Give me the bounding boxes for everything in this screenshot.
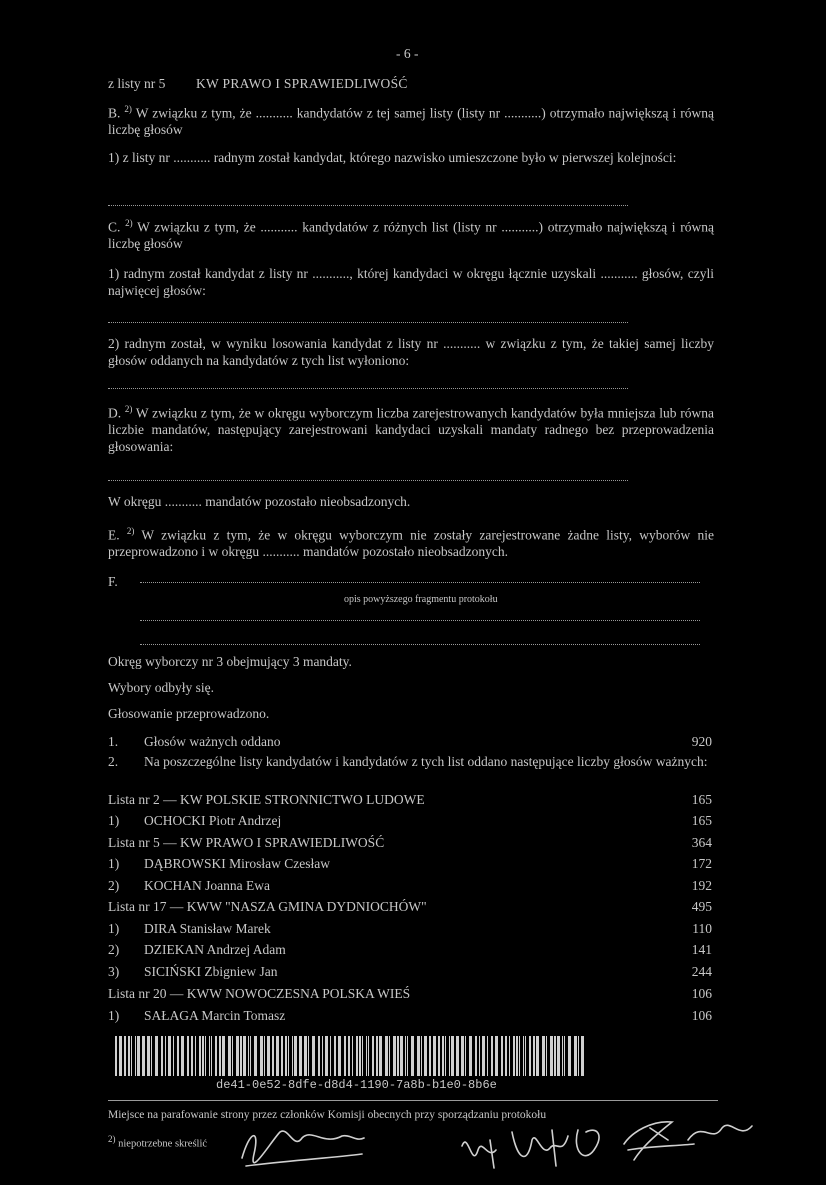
candidate-votes: 172	[691, 856, 712, 871]
barcode-bar	[564, 1036, 565, 1076]
barcode-bar	[491, 1036, 493, 1076]
barcode-bar	[228, 1036, 231, 1076]
section-c-text: C. $^{2)}$ W związku z tym, że ........... kandydatów z różnych list (listy nr ...........) otrzymało największą i równą liczbę głosów	[108, 218, 714, 252]
barcode-bar	[322, 1036, 323, 1076]
section-f-caption: opis powyższego fragmentu protokołu	[344, 594, 498, 605]
candidate-name: DZIEKAN Andrzej Adam	[144, 942, 286, 957]
barcode-bar	[465, 1036, 466, 1076]
barcode-bar	[417, 1036, 420, 1076]
barcode-bar	[222, 1036, 225, 1076]
barcode-bar	[366, 1036, 367, 1076]
candidate-votes: 110	[692, 921, 712, 936]
barcode-bar	[248, 1036, 249, 1076]
candidate-row	[108, 964, 712, 982]
footer-divider	[108, 1100, 718, 1101]
barcode-bar	[356, 1036, 358, 1076]
barcode-bar	[397, 1036, 399, 1076]
barcode-bar	[338, 1036, 341, 1076]
barcode-bar	[368, 1036, 369, 1076]
barcode-bar	[348, 1036, 350, 1076]
candidate-row	[108, 942, 712, 960]
candidate-row	[108, 856, 712, 874]
barcode-bar	[276, 1036, 279, 1076]
barcode-bar	[568, 1036, 571, 1076]
barcode-bar	[424, 1036, 427, 1076]
candidate-number: 1)	[108, 856, 120, 871]
barcode-bar	[536, 1036, 539, 1076]
barcode-bar	[438, 1036, 440, 1076]
candidate-number: 3)	[108, 964, 120, 979]
barcode-bar	[260, 1036, 263, 1076]
candidate-number: 2)	[108, 878, 120, 893]
barcode-bar	[359, 1036, 361, 1076]
section-c-line1: 1) radnym został kandydat z listy nr ..........., której kandydaci w okręgu łącznie uzyskali ........... głosów, czyli najwięcej głosów:	[108, 266, 714, 298]
barcode-bar	[177, 1036, 179, 1076]
barcode-bar	[405, 1036, 406, 1076]
stat-number: 2.	[108, 754, 119, 769]
dotted-line	[108, 322, 628, 323]
list-row	[108, 792, 712, 810]
barcode-bar	[142, 1036, 145, 1076]
barcode-bar	[449, 1036, 450, 1076]
list-votes: 495	[691, 899, 712, 914]
barcode-text: de41-0e52-8dfe-d8d4-1190-7a8b-b1e0-8b6e	[216, 1078, 497, 1092]
barcode-bar	[318, 1036, 320, 1076]
barcode-bar	[187, 1036, 189, 1076]
candidate-name: DIRA Stanisław Marek	[144, 921, 271, 936]
barcode-bar	[209, 1036, 210, 1076]
section-d-text: D. $^{2)}$ W związku z tym, że w okręgu wyborczym liczba zarejestrowanych kandydatów była mniejsza lub równa liczbie mandatów, następujący zarejestrowani kandydaci uzyskali mandaty radnego bez przeprowadzenia głosowania:	[108, 404, 714, 455]
barcode-bar	[400, 1036, 403, 1076]
barcode-bar	[264, 1036, 265, 1076]
footnote: 2) niepotrzebne skreślić	[108, 1134, 208, 1150]
barcode-bar	[352, 1036, 353, 1076]
candidate-name: SAŁAGA Marcin Tomasz	[144, 1008, 286, 1023]
barcode-bar	[168, 1036, 171, 1076]
list-row	[108, 899, 712, 917]
candidate-row	[108, 878, 712, 896]
candidate-row	[108, 813, 712, 831]
barcode-bar	[461, 1036, 464, 1076]
candidate-number: 1)	[108, 813, 120, 828]
summary-line: Wybory odbyły się.	[108, 680, 215, 695]
candidate-name: OCHOCKI Piotr Andrzej	[144, 813, 282, 828]
barcode-bar	[219, 1036, 221, 1076]
barcode-bar	[155, 1036, 158, 1076]
barcode-bar	[312, 1036, 315, 1076]
barcode-bar	[325, 1036, 328, 1076]
candidate-votes: 106	[691, 1008, 712, 1023]
barcode-bar	[272, 1036, 274, 1076]
barcode-bar	[505, 1036, 507, 1076]
barcode-bar	[442, 1036, 444, 1076]
stat-number: 1.	[108, 734, 119, 749]
stat-label: Głosów ważnych oddano	[144, 734, 281, 749]
barcode-bar	[165, 1036, 166, 1076]
barcode-bar	[243, 1036, 246, 1076]
barcode-bar	[232, 1036, 233, 1076]
list-votes: 364	[691, 835, 712, 850]
barcode-bar	[456, 1036, 459, 1076]
candidate-name: DĄBROWSKI Mirosław Czesław	[144, 856, 330, 871]
dotted-line	[140, 644, 700, 645]
barcode-bar	[487, 1036, 488, 1076]
barcode-bar	[519, 1036, 520, 1076]
barcode-bar	[124, 1036, 126, 1076]
list-votes: 165	[691, 792, 712, 807]
barcode-bar	[529, 1036, 531, 1076]
list-header-label: z listy nr 5	[108, 76, 166, 91]
barcode-bar	[281, 1036, 283, 1076]
candidate-votes: 244	[691, 964, 712, 979]
barcode-bar	[482, 1036, 485, 1076]
candidate-number: 1)	[108, 921, 120, 936]
barcode-bar	[542, 1036, 545, 1076]
barcode-bar	[509, 1036, 510, 1076]
barcode-bar	[205, 1036, 206, 1076]
barcode-bar	[495, 1036, 498, 1076]
barcode-bar	[236, 1036, 239, 1076]
barcode-bar	[285, 1036, 287, 1076]
barcode-bar	[516, 1036, 518, 1076]
barcode-bar	[429, 1036, 431, 1076]
page-number: - 6 -	[396, 46, 419, 61]
barcode-bar	[135, 1036, 136, 1076]
barcode-bar	[574, 1036, 577, 1076]
section-e-text: E. $^{2)}$ W związku z tym, że w okręgu wyborczym nie zostały zarejestrowane żadne listy, wyborów nie przeprowadzono i w okręgu ........... mandatów pozostało nieobsadzonych.	[108, 526, 714, 560]
candidate-row	[108, 1008, 712, 1026]
barcode-bar	[294, 1036, 297, 1076]
section-b-text: B. $^{2)}$ W związku z tym, że ........... kandydatów z tej samej listy (listy nr ...........) otrzymało największą i równą liczbę głosów	[108, 104, 714, 138]
list-label: Lista nr 17 — KWW "NASZA GMINA DYDNIOCHÓW"	[108, 899, 427, 914]
barcode-bar	[250, 1036, 251, 1076]
barcode-bar	[376, 1036, 378, 1076]
candidate-votes: 165	[691, 813, 712, 828]
barcode-bar	[119, 1036, 122, 1076]
barcode-bar	[137, 1036, 140, 1076]
barcode	[115, 1036, 593, 1076]
list-header-name: KW PRAWO I SPRAWIEDLIWOŚĆ	[196, 76, 408, 91]
barcode-bar	[557, 1036, 560, 1076]
barcode-bar	[451, 1036, 454, 1076]
barcode-bar	[550, 1036, 553, 1076]
barcode-bar	[344, 1036, 346, 1076]
barcode-bar	[581, 1036, 584, 1076]
barcode-bar	[334, 1036, 336, 1076]
candidate-name: SICIŃSKI Zbigniew Jan	[144, 964, 278, 979]
dotted-line	[140, 620, 700, 621]
dotted-line	[108, 480, 628, 481]
barcode-bar	[115, 1036, 117, 1076]
barcode-bar	[181, 1036, 184, 1076]
barcode-bar	[308, 1036, 309, 1076]
barcode-bar	[523, 1036, 524, 1076]
list-row	[108, 986, 712, 1004]
barcode-bar	[469, 1036, 472, 1076]
section-c-line2: 2) radnym został, w wyniku losowania kandydat z listy nr ........... w związku z tym, że takiej samej liczby głosów oddanych na kandydatów z tych list wyłoniono:	[108, 336, 714, 368]
barcode-bar	[304, 1036, 307, 1076]
dotted-line	[140, 582, 700, 583]
candidate-votes: 192	[691, 878, 712, 893]
barcode-bar	[202, 1036, 204, 1076]
barcode-bar	[267, 1036, 270, 1076]
barcode-bar	[362, 1036, 363, 1076]
barcode-bar	[240, 1036, 242, 1076]
barcode-bar	[389, 1036, 390, 1076]
candidate-number: 2)	[108, 942, 120, 957]
dotted-line	[108, 388, 628, 389]
barcode-bar	[562, 1036, 563, 1076]
list-row	[108, 835, 712, 853]
barcode-bar	[195, 1036, 196, 1076]
stat-row	[108, 734, 712, 752]
barcode-bar	[254, 1036, 257, 1076]
barcode-bar	[501, 1036, 503, 1076]
barcode-bar	[288, 1036, 289, 1076]
barcode-bar	[173, 1036, 174, 1076]
list-label: Lista nr 2 — KW POLSKIE STRONNICTWO LUDOWE	[108, 792, 425, 807]
barcode-bar	[479, 1036, 480, 1076]
barcode-bar	[445, 1036, 446, 1076]
summary-line: Głosowanie przeprowadzono.	[108, 706, 270, 721]
barcode-bar	[525, 1036, 526, 1076]
barcode-bar	[199, 1036, 201, 1076]
dotted-line	[108, 205, 628, 206]
barcode-bar	[421, 1036, 422, 1076]
barcode-bar	[330, 1036, 331, 1076]
summary-line: Okręg wyborczy nr 3 obejmujący 3 mandaty.	[108, 654, 352, 669]
barcode-bar	[191, 1036, 193, 1076]
candidate-name: KOCHAN Joanna Ewa	[144, 878, 270, 893]
barcode-bar	[215, 1036, 217, 1076]
barcode-bar	[433, 1036, 436, 1076]
barcode-bar	[292, 1036, 293, 1076]
list-label: Lista nr 5 — KW PRAWO I SPRAWIEDLIWOŚĆ	[108, 835, 385, 850]
barcode-bar	[554, 1036, 556, 1076]
barcode-bar	[385, 1036, 388, 1076]
barcode-bar	[379, 1036, 382, 1076]
section-f-letter: F.	[108, 574, 118, 589]
barcode-bar	[131, 1036, 132, 1076]
barcode-bar	[147, 1036, 150, 1076]
candidate-number: 1)	[108, 1008, 120, 1023]
barcode-bar	[533, 1036, 535, 1076]
list-votes: 106	[691, 986, 712, 1001]
section-b-line1: 1) z listy nr ........... radnym został kandydat, którego nazwisko umieszczone było w pierwszej kolejności:	[108, 150, 677, 165]
section-d-line: W okręgu ........... mandatów pozostało nieobsadzonych.	[108, 494, 411, 509]
barcode-bar	[546, 1036, 547, 1076]
barcode-bar	[475, 1036, 477, 1076]
stat-row	[108, 754, 712, 790]
barcode-bar	[372, 1036, 374, 1076]
stat-value: 920	[691, 734, 712, 749]
barcode-bar	[128, 1036, 130, 1076]
barcode-bar	[393, 1036, 396, 1076]
barcode-bar	[299, 1036, 302, 1076]
barcode-bar	[578, 1036, 579, 1076]
barcode-bar	[211, 1036, 212, 1076]
barcode-bar	[151, 1036, 152, 1076]
barcode-bar	[407, 1036, 408, 1076]
barcode-bar	[513, 1036, 515, 1076]
list-label: Lista nr 20 — KWW NOWOCZESNA POLSKA WIEŚ	[108, 986, 411, 1001]
stat-label: Na poszczególne listy kandydatów i kandydatów z tych list oddano następujące liczby głosów ważnych:	[144, 754, 708, 769]
barcode-bar	[411, 1036, 414, 1076]
candidate-row	[108, 921, 712, 939]
barcode-bar	[161, 1036, 163, 1076]
signatures-line: Miejsce na parafowanie strony przez członków Komisji obecnych przy sporządzaniu protokołu	[108, 1109, 547, 1121]
signature-drawing	[232, 1110, 762, 1185]
candidate-votes: 141	[691, 942, 712, 957]
